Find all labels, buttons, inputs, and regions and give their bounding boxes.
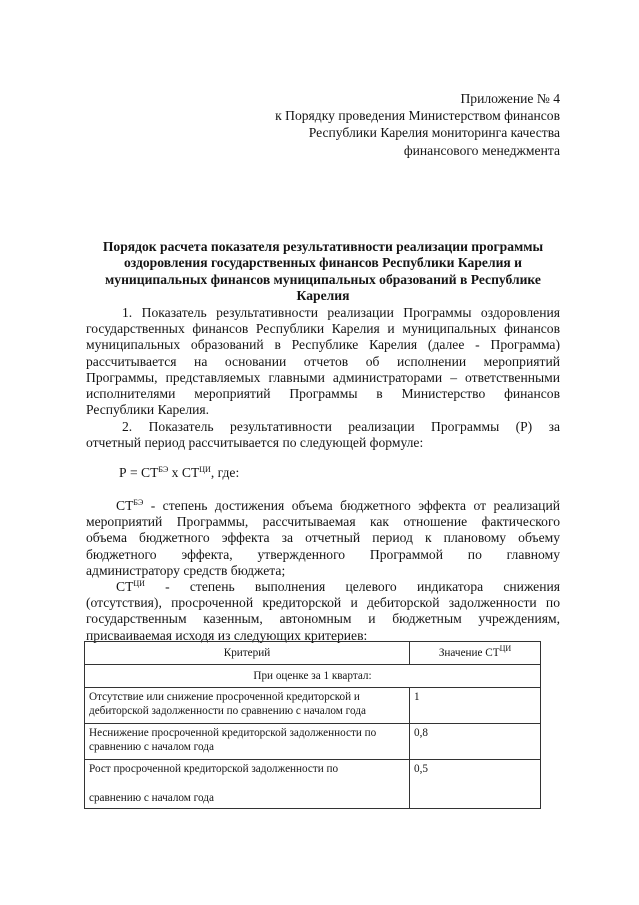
value-cell: 0,8 [409, 724, 540, 760]
table-row [85, 724, 541, 760]
table-header-row [85, 642, 541, 665]
criterion-cell [85, 760, 410, 809]
header-value-label: Значение СТ [438, 647, 500, 659]
paragraph-line: государственных финансов Республики Карелия и муниципальных финансов [86, 321, 560, 337]
title-line: муниципальных финансов муниципальных образований в Республике [105, 271, 541, 287]
document-title [86, 239, 560, 305]
definition-term: СТ [116, 498, 134, 513]
appendix-header [275, 90, 560, 159]
criteria-table [84, 641, 541, 809]
paragraph-line: муниципальных образований в Республике Карелия (далее - Программа) [86, 337, 560, 353]
paragraph-line: отчетный период рассчитывается по следующей формуле: [86, 435, 424, 451]
definition-first-line [86, 498, 560, 514]
definition-line: присваиваемая исходя из следующих критериев: [86, 627, 368, 643]
definition-term-superscript: ЦИ [133, 579, 145, 588]
definition-ci [86, 579, 560, 644]
formula-superscript-be: БЭ [158, 465, 169, 474]
header-value [409, 642, 540, 665]
criterion-cell: Неснижение просроченной кредиторской задолженности по сравнению с началом года [85, 724, 410, 760]
paragraph-1 [86, 305, 560, 418]
formula-tail: , где: [210, 465, 240, 480]
paragraph-line: 2. Показатель результативности реализации Программы (Р) за [122, 419, 560, 434]
definition-line: мероприятий Программы, рассчитываемая как отношение фактического [86, 514, 560, 530]
appendix-line: Приложение № 4 [460, 91, 560, 106]
definition-line: (отсутствия), просроченной кредиторской и дебиторской задолженности по [86, 595, 560, 611]
definition-text: - степень достижения объема бюджетного эффекта от реализаций [143, 498, 560, 513]
header-criterion: Критерий [85, 642, 410, 665]
appendix-line: финансового менеджмента [403, 142, 560, 158]
paragraph-line: исполнителями мероприятий Программы в Министерство финансов [86, 385, 560, 401]
definition-first-line [86, 579, 560, 595]
formula-superscript-ci: ЦИ [199, 465, 211, 474]
header-value-superscript: ЦИ [499, 644, 512, 653]
definition-line: объема бюджетного эффекта за отчетный период к плановому объему [86, 530, 560, 546]
appendix-line: к Порядку проведения Министерством финансов [275, 108, 560, 124]
paragraph-line: 1. Показатель результативности реализации Программы оздоровления [122, 305, 560, 320]
table-row [85, 688, 541, 724]
table-row [85, 760, 541, 809]
appendix-line: Республики Карелия мониторинга качества [308, 125, 560, 141]
criterion-text: Рост просроченной кредиторской задолженности по [89, 763, 339, 775]
formula-mid: х СТ [168, 465, 200, 480]
value-cell: 1 [409, 688, 540, 724]
value-cell: 0,5 [409, 760, 540, 809]
paragraph-line: Республики Карелия. [86, 402, 210, 418]
paragraph-line: рассчитывается на основании отчетов об исполнении мероприятий [86, 353, 560, 369]
criterion-text-continued: сравнению с началом года [89, 792, 214, 804]
definition-line: государственным казенным, автономным и бюджетным учреждениям, [86, 611, 560, 627]
section-label: При оценке за 1 квартал: [85, 665, 541, 688]
definition-be [86, 498, 560, 579]
definition-line: бюджетного эффекта, утвержденного Программой по главному [86, 546, 560, 562]
formula [119, 464, 239, 481]
table-section-row [85, 665, 541, 688]
definition-term: СТ [116, 579, 134, 594]
paragraph-2 [86, 419, 560, 451]
title-line: Карелия [296, 288, 350, 304]
title-line: Порядок расчета показателя результативности реализации программы [102, 239, 544, 254]
definition-text: - степень выполнения целевого индикатора снижения [144, 579, 560, 594]
paragraph-line: Программы, представляемых главными администраторами – ответственными [86, 369, 560, 385]
criterion-cell: Отсутствие или снижение просроченной кредиторской и дебиторской задолженности по сравнению с началом года [85, 688, 410, 724]
definition-term-superscript: БЭ [133, 498, 144, 507]
title-line: оздоровления государственных финансов Республики Карелия и [124, 255, 522, 271]
formula-lhs: Р = СТ [119, 465, 159, 480]
definition-line: администратору средств бюджета; [86, 562, 286, 578]
